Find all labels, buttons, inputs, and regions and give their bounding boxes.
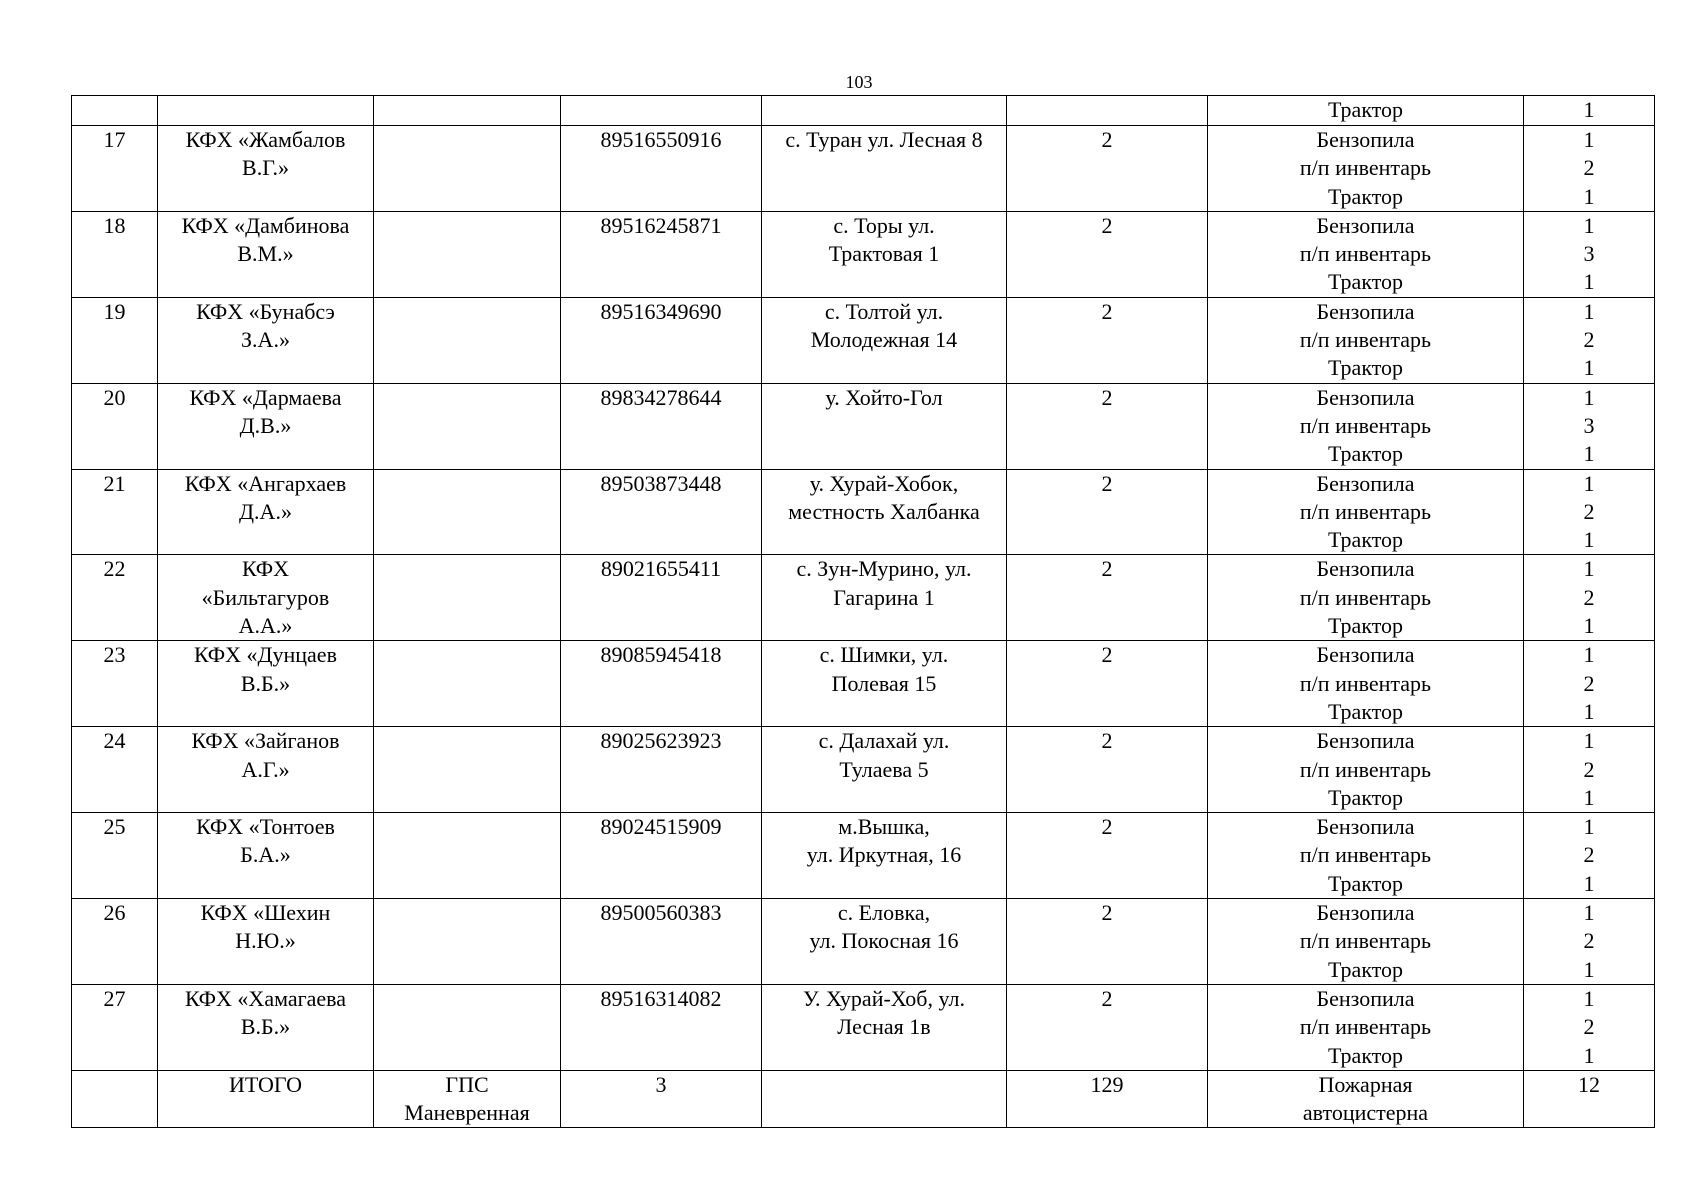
- equipment-item: Трактор: [1327, 1042, 1404, 1068]
- count-cell: 2: [1007, 297, 1208, 383]
- row-number-cell: 21: [72, 469, 158, 555]
- farm-name-cell: КФХ «Ангархаев Д.А.»: [158, 469, 374, 555]
- quantity-cell: [1524, 383, 1655, 469]
- quantity-item: 3: [1583, 241, 1595, 267]
- equipment-item: Трактор: [1327, 355, 1404, 381]
- equipment-item: п/п инвентарь: [1299, 1014, 1432, 1040]
- quantity-item: 1: [1583, 900, 1595, 926]
- table-row: [72, 641, 1655, 727]
- equipment-cell: [1208, 383, 1524, 469]
- quantity-cell: [1524, 297, 1655, 383]
- type-cell: [374, 297, 561, 383]
- equipment-item: Пожарная автоцистерна: [1302, 1071, 1429, 1126]
- phone-cell: 89516314082: [561, 984, 762, 1070]
- quantity-item: 2: [1583, 327, 1595, 353]
- phone-cell: 89500560383: [561, 899, 762, 985]
- table-row: [72, 813, 1655, 899]
- table-row: [72, 984, 1655, 1070]
- quantity-item: 1: [1583, 127, 1595, 152]
- equipment-item: Трактор: [1327, 527, 1404, 553]
- quantity-item: 1: [1583, 642, 1595, 668]
- address-cell: с. Торы ул. Трактовая 1: [762, 211, 1007, 297]
- row-number-cell: 27: [72, 984, 158, 1070]
- farm-name-cell: КФХ «Дамбинова В.М.»: [158, 211, 374, 297]
- type-cell: [374, 126, 561, 212]
- count-cell: 2: [1007, 813, 1208, 899]
- equipment-item: Трактор: [1327, 269, 1404, 295]
- quantity-item: 1: [1583, 97, 1595, 122]
- quantity-cell: [1524, 641, 1655, 727]
- equipment-item: Трактор: [1327, 97, 1404, 122]
- equipment-item: п/п инвентарь: [1299, 241, 1432, 267]
- count-cell: 2: [1007, 555, 1208, 641]
- equipment-item: п/п инвентарь: [1299, 928, 1432, 954]
- equipment-item: Бензопила: [1316, 384, 1415, 410]
- phone-cell: 89503873448: [561, 469, 762, 555]
- type-cell: [374, 469, 561, 555]
- phone-cell: 89024515909: [561, 813, 762, 899]
- phone-cell: [561, 96, 762, 126]
- equipment-item: п/п инвентарь: [1299, 842, 1432, 868]
- equipment-cell: [1208, 727, 1524, 813]
- phone-cell: 89834278644: [561, 383, 762, 469]
- equipment-item: Бензопила: [1316, 814, 1415, 840]
- table-row: [72, 211, 1655, 297]
- equipment-cell: [1208, 1070, 1524, 1128]
- page-number: 103: [845, 72, 873, 92]
- quantity-cell: [1524, 211, 1655, 297]
- quantity-item: 12: [1578, 1071, 1600, 1097]
- quantity-cell: [1524, 96, 1655, 126]
- quantity-item: 2: [1583, 670, 1595, 696]
- quantity-item: 2: [1583, 584, 1595, 610]
- quantity-cell: [1524, 126, 1655, 212]
- quantity-cell: [1524, 1070, 1655, 1128]
- farm-name-cell: КФХ «Бильтагуров А.А.»: [158, 555, 374, 641]
- type-cell: [374, 813, 561, 899]
- type-cell: ГПС Маневренная: [374, 1070, 561, 1128]
- equipment-item: Трактор: [1327, 784, 1404, 810]
- quantity-item: 2: [1583, 756, 1595, 782]
- type-cell: [374, 211, 561, 297]
- equipment-item: Трактор: [1327, 183, 1404, 209]
- row-number-cell: 19: [72, 297, 158, 383]
- type-cell: [374, 727, 561, 813]
- type-cell: [374, 383, 561, 469]
- count-cell: 2: [1007, 984, 1208, 1070]
- phone-cell: 3: [561, 1070, 762, 1128]
- quantity-item: 2: [1583, 928, 1595, 954]
- quantity-item: 1: [1583, 384, 1595, 410]
- quantity-item: 1: [1583, 956, 1595, 982]
- address-cell: с. Туран ул. Лесная 8: [762, 126, 1007, 212]
- type-cell: [374, 641, 561, 727]
- quantity-cell: [1524, 984, 1655, 1070]
- quantity-cell: [1524, 469, 1655, 555]
- phone-cell: 89516550916: [561, 126, 762, 212]
- address-cell: [762, 96, 1007, 126]
- phone-cell: 89021655411: [561, 555, 762, 641]
- table-row: [72, 383, 1655, 469]
- quantity-item: 2: [1583, 155, 1595, 181]
- row-number-cell: 20: [72, 383, 158, 469]
- equipment-item: Трактор: [1327, 956, 1404, 982]
- quantity-cell: [1524, 555, 1655, 641]
- address-cell: у. Хурай-Хобок, местность Халбанка: [762, 469, 1007, 555]
- quantity-item: 1: [1583, 298, 1595, 324]
- farms-equipment-table: [71, 95, 1655, 1128]
- farm-name-cell: КФХ «Дунцаев В.Б.»: [158, 641, 374, 727]
- equipment-item: п/п инвентарь: [1299, 670, 1432, 696]
- farm-name-cell: КФХ «Дармаева Д.В.»: [158, 383, 374, 469]
- quantity-item: 1: [1583, 784, 1595, 810]
- count-cell: 2: [1007, 727, 1208, 813]
- table-row-continuation: [72, 96, 1655, 126]
- equipment-item: Бензопила: [1316, 556, 1415, 582]
- address-cell: с. Толтой ул. Молодежная 14: [762, 297, 1007, 383]
- quantity-item: 1: [1583, 613, 1595, 639]
- quantity-item: 1: [1583, 441, 1595, 467]
- equipment-cell: [1208, 96, 1524, 126]
- type-cell: [374, 555, 561, 641]
- address-cell: с. Зун-Мурино, ул. Гагарина 1: [762, 555, 1007, 641]
- phone-cell: 89025623923: [561, 727, 762, 813]
- equipment-item: Бензопила: [1316, 298, 1415, 324]
- address-cell: с. Еловка, ул. Покосная 16: [762, 899, 1007, 985]
- count-cell: 2: [1007, 126, 1208, 212]
- equipment-item: Бензопила: [1316, 127, 1415, 152]
- equipment-item: п/п инвентарь: [1299, 155, 1432, 181]
- quantity-item: 1: [1583, 985, 1595, 1011]
- equipment-item: Трактор: [1327, 870, 1404, 896]
- equipment-item: Трактор: [1327, 441, 1404, 467]
- equipment-item: Бензопила: [1316, 470, 1415, 496]
- count-cell: 2: [1007, 641, 1208, 727]
- table-row: [72, 727, 1655, 813]
- equipment-item: Трактор: [1327, 698, 1404, 724]
- equipment-cell: [1208, 297, 1524, 383]
- quantity-item: 1: [1583, 527, 1595, 553]
- equipment-item: Бензопила: [1316, 900, 1415, 926]
- farm-name-cell: КФХ «Хамагаева В.Б.»: [158, 984, 374, 1070]
- equipment-item: п/п инвентарь: [1299, 412, 1432, 438]
- quantity-item: 1: [1583, 698, 1595, 724]
- equipment-cell: [1208, 984, 1524, 1070]
- address-cell: с. Далахай ул. Тулаева 5: [762, 727, 1007, 813]
- farm-name-cell: КФХ «Бунабсэ З.А.»: [158, 297, 374, 383]
- count-cell: 2: [1007, 899, 1208, 985]
- equipment-cell: [1208, 555, 1524, 641]
- equipment-item: Трактор: [1327, 613, 1404, 639]
- address-cell: у. Хойто-Гол: [762, 383, 1007, 469]
- quantity-item: 1: [1583, 870, 1595, 896]
- quantity-item: 1: [1583, 728, 1595, 754]
- equipment-item: п/п инвентарь: [1299, 327, 1432, 353]
- equipment-item: п/п инвентарь: [1299, 756, 1432, 782]
- type-cell: [374, 899, 561, 985]
- quantity-item: 1: [1583, 1042, 1595, 1068]
- row-number-cell: 18: [72, 211, 158, 297]
- quantity-item: 1: [1583, 814, 1595, 840]
- equipment-item: п/п инвентарь: [1299, 584, 1432, 610]
- equipment-cell: [1208, 469, 1524, 555]
- table-body: [72, 96, 1655, 1128]
- equipment-cell: [1208, 126, 1524, 212]
- address-cell: У. Хурай-Хоб, ул. Лесная 1в: [762, 984, 1007, 1070]
- farm-name-cell: ИТОГО: [158, 1070, 374, 1128]
- row-number-cell: 25: [72, 813, 158, 899]
- equipment-cell: [1208, 899, 1524, 985]
- quantity-item: 1: [1583, 269, 1595, 295]
- row-number-cell: 26: [72, 899, 158, 985]
- quantity-item: 1: [1583, 470, 1595, 496]
- quantity-cell: [1524, 813, 1655, 899]
- equipment-cell: [1208, 211, 1524, 297]
- address-cell: с. Шимки, ул. Полевая 15: [762, 641, 1007, 727]
- equipment-cell: [1208, 813, 1524, 899]
- address-cell: м.Вышка, ул. Иркутная, 16: [762, 813, 1007, 899]
- equipment-item: Бензопила: [1316, 985, 1415, 1011]
- count-cell: 129: [1007, 1070, 1208, 1128]
- table-row: [72, 126, 1655, 212]
- row-number-cell: [72, 1070, 158, 1128]
- quantity-item: 1: [1583, 183, 1595, 209]
- phone-cell: 89516349690: [561, 297, 762, 383]
- equipment-item: Бензопила: [1316, 642, 1415, 668]
- phone-cell: 89085945418: [561, 641, 762, 727]
- farm-name-cell: КФХ «Зайганов А.Г.»: [158, 727, 374, 813]
- address-cell: [762, 1070, 1007, 1128]
- quantity-item: 1: [1583, 556, 1595, 582]
- row-number-cell: [72, 96, 158, 126]
- type-cell: [374, 984, 561, 1070]
- count-cell: 2: [1007, 211, 1208, 297]
- equipment-item: Бензопила: [1316, 212, 1415, 238]
- table-row: [72, 297, 1655, 383]
- quantity-cell: [1524, 727, 1655, 813]
- farm-name-cell: КФХ «Жамбалов В.Г.»: [158, 126, 374, 212]
- count-cell: 2: [1007, 383, 1208, 469]
- row-number-cell: 23: [72, 641, 158, 727]
- count-cell: 2: [1007, 469, 1208, 555]
- equipment-item: Бензопила: [1316, 728, 1415, 754]
- table-row: [72, 555, 1655, 641]
- quantity-item: 2: [1583, 498, 1595, 524]
- quantity-item: 3: [1583, 412, 1595, 438]
- farm-name-cell: КФХ «Шехин Н.Ю.»: [158, 899, 374, 985]
- quantity-cell: [1524, 899, 1655, 985]
- quantity-item: 1: [1583, 212, 1595, 238]
- equipment-cell: [1208, 641, 1524, 727]
- quantity-item: 2: [1583, 1014, 1595, 1040]
- table-row: [72, 469, 1655, 555]
- row-number-cell: 22: [72, 555, 158, 641]
- table-row-total: [72, 1070, 1655, 1128]
- row-number-cell: 24: [72, 727, 158, 813]
- equipment-item: п/п инвентарь: [1299, 498, 1432, 524]
- quantity-item: 1: [1583, 355, 1595, 381]
- phone-cell: 89516245871: [561, 211, 762, 297]
- type-cell: [374, 96, 561, 126]
- row-number-cell: 17: [72, 126, 158, 212]
- table-row: [72, 899, 1655, 985]
- farm-name-cell: [158, 96, 374, 126]
- quantity-item: 2: [1583, 842, 1595, 868]
- count-cell: [1007, 96, 1208, 126]
- farm-name-cell: КФХ «Тонтоев Б.А.»: [158, 813, 374, 899]
